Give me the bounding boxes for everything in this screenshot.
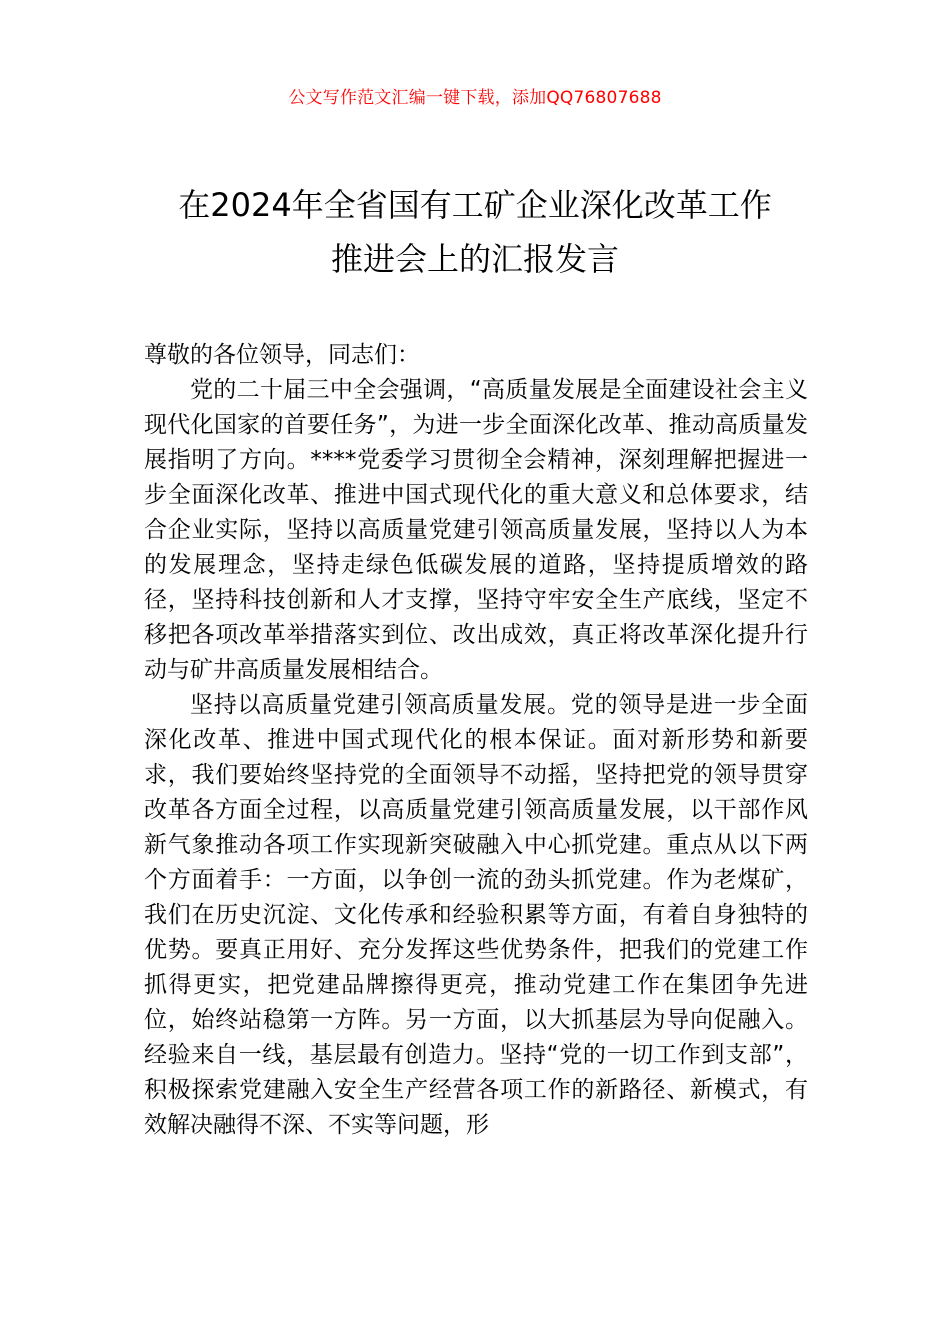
title-line-2: 推进会上的汇报发言 bbox=[330, 240, 619, 278]
promo-header: 公文写作范文汇编一键下载，添加QQ76807688 bbox=[288, 88, 662, 108]
paragraph-1: 党的二十届三中全会强调，“高质量发展是全面建设社会主义现代化国家的首要任务”，为进一步全面深化改革、推动高质量发展指明了方向。****党委学习贯彻全会精神，深刻理解把握进一步全面深化改革、推进中国式现代化的重大意义和总体要求，结合企业实际，坚持以高质量党建引领高质量发展，坚持以人为本的发展理念，坚持走绿色低碳发展的道路，坚持提质增效的路径，坚持科技创新和人才支撑，坚持守牢安全生产底线，坚定不移把各项改革举措落实到位、改出成效，真正将改革深化提升行动与矿井高质量发展相结合。 bbox=[144, 377, 808, 683]
document-title bbox=[120, 178, 830, 286]
document-body bbox=[144, 338, 808, 1143]
salutation: 尊敬的各位领导，同志们： bbox=[144, 342, 420, 368]
title-line-1: 在2024年全省国有工矿企业深化改革工作 bbox=[178, 186, 772, 224]
paragraph-2: 坚持以高质量党建引领高质量发展。党的领导是进一步全面深化改革、推进中国式现代化的根本保证。面对新形势和新要求，我们要始终坚持党的全面领导不动摇，坚持把党的领导贯穿改革各方面全过程，以高质量党建引领高质量发展，以干部作风新气象推动各项工作实现新突破融入中心抓党建。重点从以下两个方面着手：一方面，以争创一流的劲头抓党建。作为老煤矿，我们在历史沉淀、文化传承和经验积累等方面，有着自身独特的优势。要真正用好、充分发挥这些优势条件，把我们的党建工作抓得更实，把党建品牌擦得更亮，推动党建工作在集团争先进位，始终站稳第一方阵。另一方面，以大抓基层为导向促融入。经验来自一线，基层最有创造力。坚持“党的一切工作到支部”，积极探索党建融入安全生产经营各项工作的新路径、新模式，有效解决融得不深、不实等问题，形 bbox=[144, 692, 808, 1138]
